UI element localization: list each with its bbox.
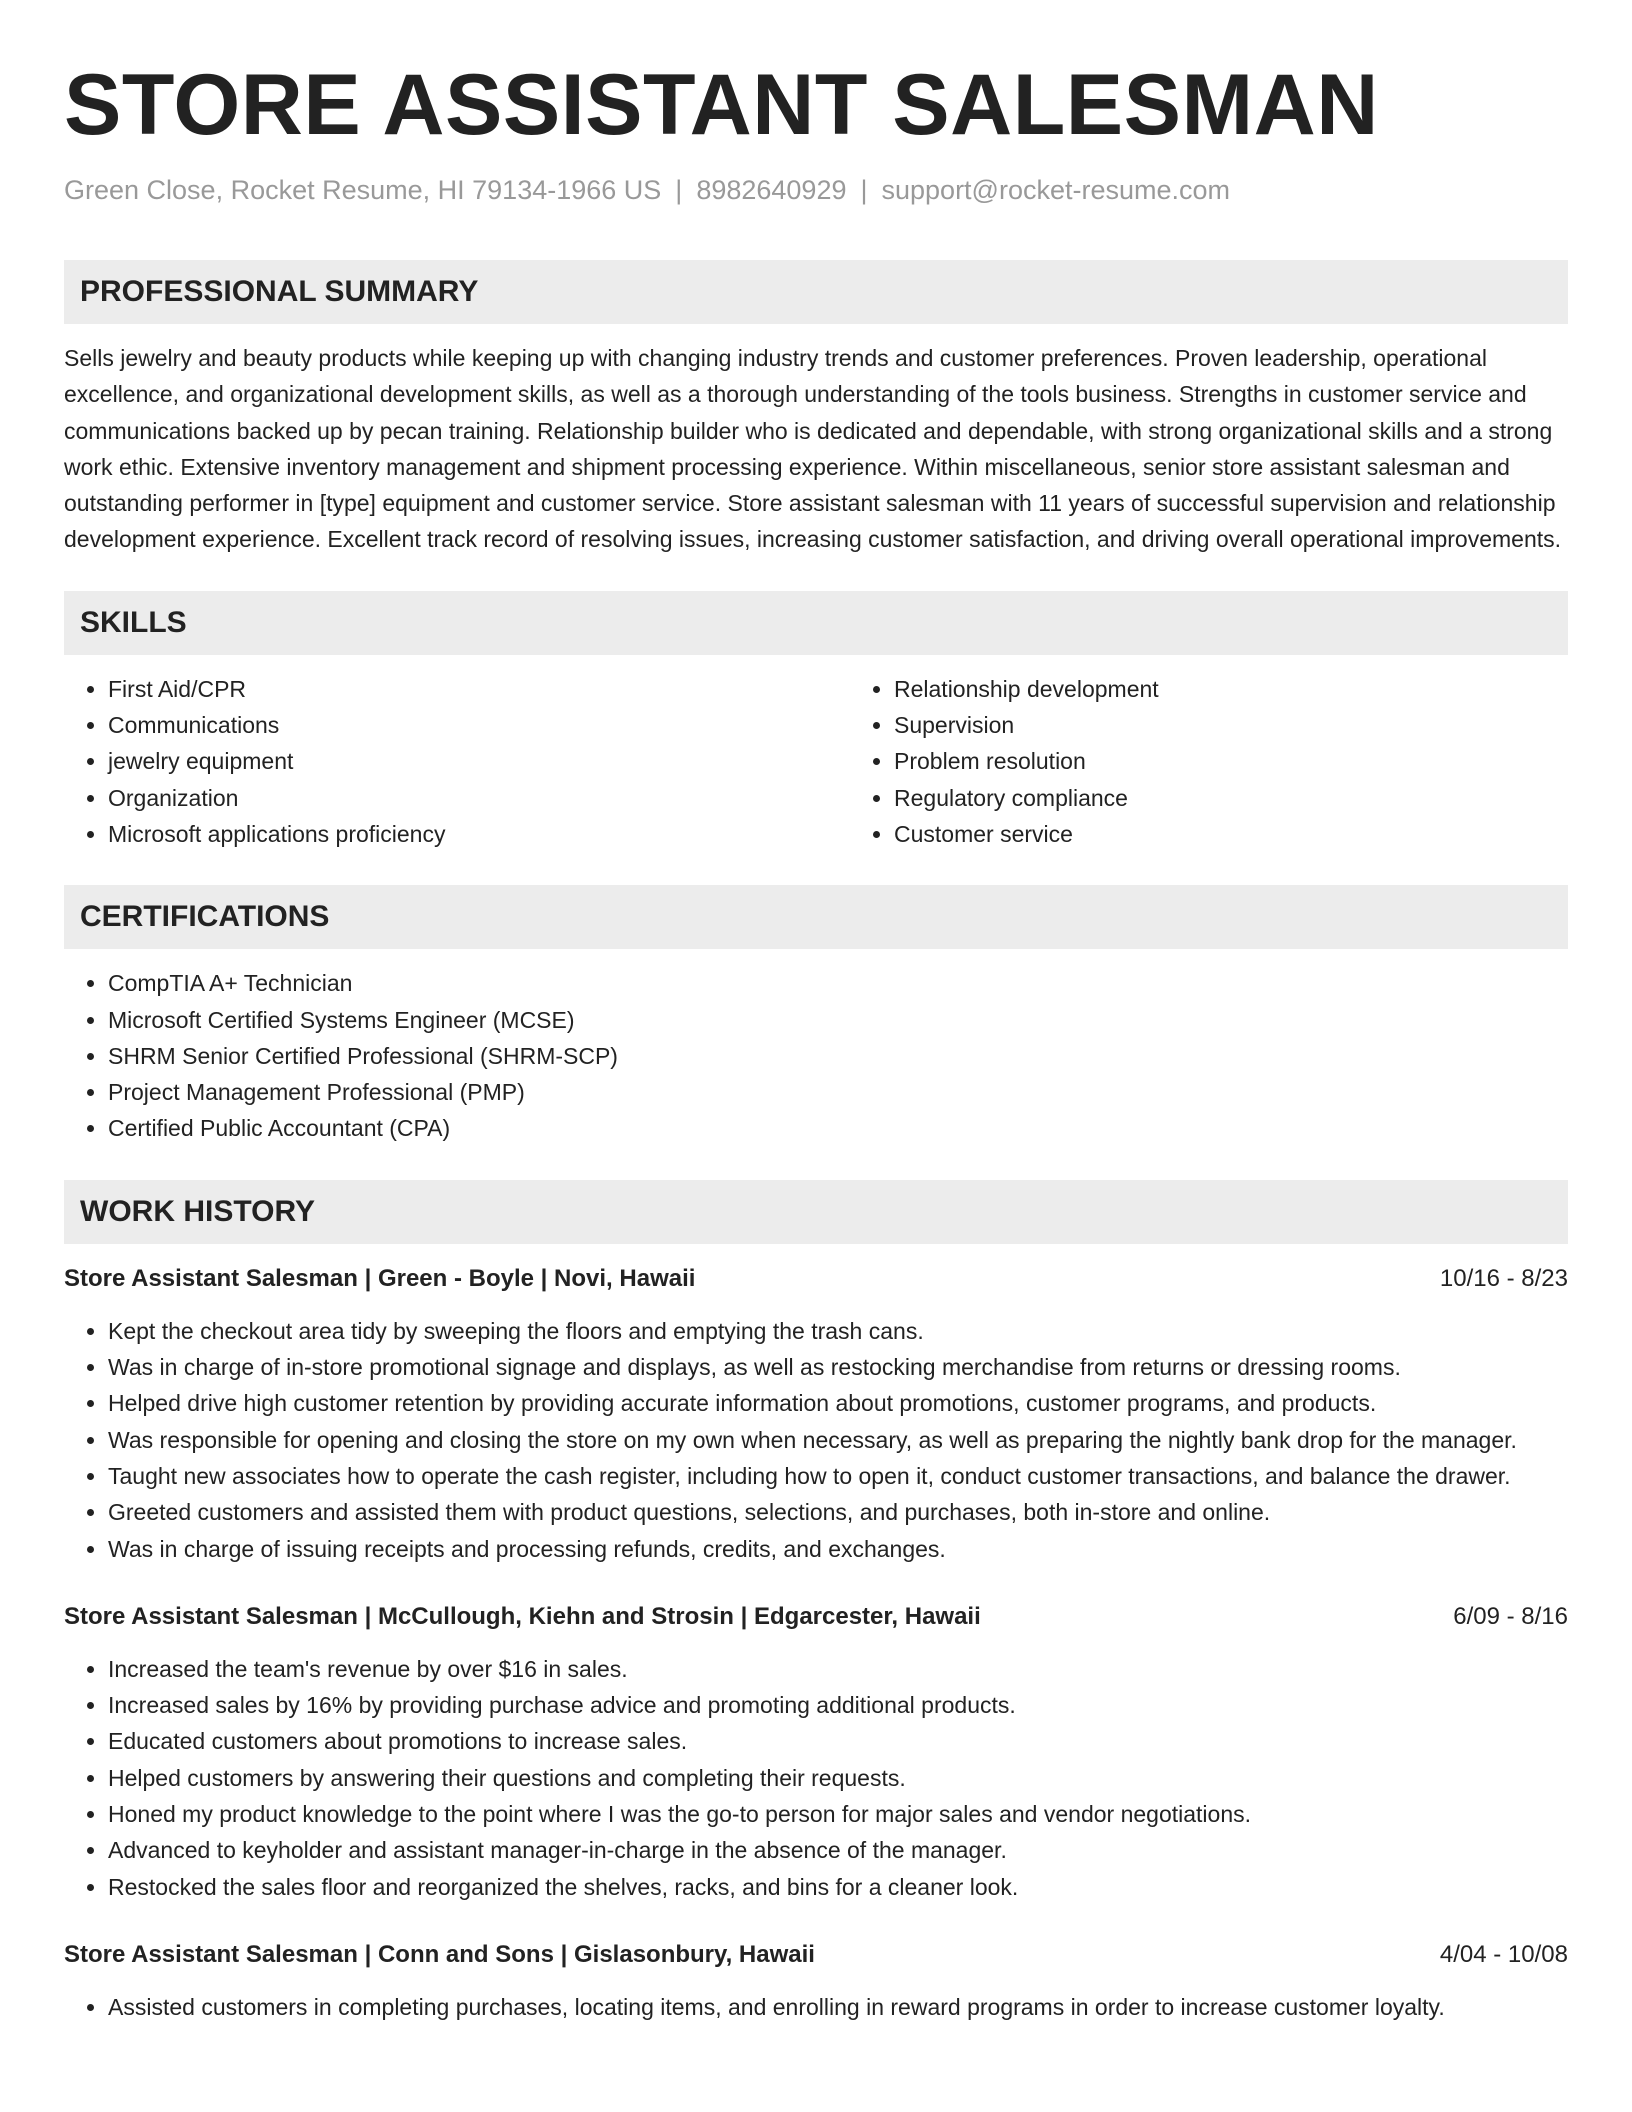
skill-item: • jewelry equipment — [108, 743, 850, 779]
job-bullet: • Increased the team's revenue by over $16 in sales. — [108, 1651, 1568, 1687]
job-bullet: • Assisted customers in completing purchases, locating items, and enrolling in reward programs in order to increase customer loyalty. — [108, 1989, 1568, 2025]
job-bullet: • Helped drive high customer retention by providing accurate information about promotions, customer programs, and products. — [108, 1385, 1568, 1421]
skills-list-right — [850, 671, 1632, 852]
job-title: Store Assistant Salesman | Green - Boyle | Novi, Hawaii — [64, 1264, 696, 1292]
job-bullet: • Helped customers by answering their questions and completing their requests. — [108, 1760, 1568, 1796]
job-bullet: • Was in charge of issuing receipts and processing refunds, credits, and exchanges. — [108, 1531, 1568, 1567]
job-entry — [64, 1937, 1568, 2025]
skill-item: • Relationship development — [894, 671, 1632, 707]
contact-phone: 8982640929 — [696, 175, 847, 205]
certifications-heading: CERTIFICATIONS — [64, 885, 1568, 949]
job-bullet: • Was responsible for opening and closing the store on my own when necessary, as well as preparing the nightly bank drop for the manager. — [108, 1422, 1568, 1458]
job-dates: 4/04 - 10/08 — [1439, 1940, 1568, 1968]
job-bullets — [64, 1989, 1568, 2025]
contact-email: support@rocket-resume.com — [881, 175, 1231, 205]
contact-separator: | — [675, 175, 683, 205]
job-bullet: • Greeted customers and assisted them with product questions, selections, and purchases, both in-store and online. — [108, 1494, 1568, 1530]
work-history-heading: WORK HISTORY — [64, 1180, 1568, 1244]
skill-item: • Microsoft applications proficiency — [108, 816, 850, 852]
job-entry — [64, 1261, 1568, 1567]
certifications-list — [64, 965, 1568, 1146]
contact-address: Green Close, Rocket Resume, HI 79134-1966 US — [64, 175, 662, 205]
job-title: Store Assistant Salesman | Conn and Sons | Gislasonbury, Hawaii — [64, 1940, 815, 1968]
contact-separator: | — [860, 175, 868, 205]
skills-grid — [64, 671, 1568, 852]
job-bullets — [64, 1313, 1568, 1567]
job-bullet: • Honed my product knowledge to the point where I was the go-to person for major sales and vendor negotiations. — [108, 1796, 1568, 1832]
job-bullet: • Restocked the sales floor and reorganized the shelves, racks, and bins for a cleaner look. — [108, 1869, 1568, 1905]
skill-item: • Problem resolution — [894, 743, 1632, 779]
summary-heading: PROFESSIONAL SUMMARY — [64, 260, 1568, 324]
skill-item: • Organization — [108, 780, 850, 816]
contact-line — [64, 172, 1568, 208]
job-bullet: • Educated customers about promotions to increase sales. — [108, 1723, 1568, 1759]
job-dates: 6/09 - 8/16 — [1453, 1602, 1568, 1630]
certification-item: • Microsoft Certified Systems Engineer (MCSE) — [108, 1002, 1568, 1038]
job-header — [64, 1599, 1568, 1635]
candidate-name: STORE ASSISTANT SALESMAN — [64, 57, 1379, 153]
certification-item: • SHRM Senior Certified Professional (SHRM-SCP) — [108, 1038, 1568, 1074]
certification-item: • Project Management Professional (PMP) — [108, 1074, 1568, 1110]
skill-item: • Supervision — [894, 707, 1632, 743]
summary-text: Sells jewelry and beauty products while keeping up with changing industry trends and customer preferences. Proven leadership, operational excellence, and organizational development skills, as well as a thorough understanding of the tools business. Strengths in customer service and communications backed up by pecan training. Relationship builder who is dedicated and dependable, with strong organizational skills and a strong work ethic. Extensive inventory management and shipment processing experience. Within miscellaneous, senior store assistant salesman and outstanding performer in [type] equipment and customer service. Store assistant salesman with 11 years of successful supervision and relationship development experience. Excellent track record of resolving issues, increasing customer satisfaction, and driving overall operational improvements. — [64, 345, 1562, 553]
job-bullet: • Taught new associates how to operate the cash register, including how to open it, conduct customer transactions, and balance the drawer. — [108, 1458, 1568, 1494]
skills-heading: SKILLS — [64, 591, 1568, 655]
job-bullet: • Increased sales by 16% by providing purchase advice and promoting additional products. — [108, 1687, 1568, 1723]
skill-item: • First Aid/CPR — [108, 671, 850, 707]
skills-list-left — [64, 671, 850, 852]
job-header — [64, 1937, 1568, 1973]
job-header — [64, 1261, 1568, 1297]
job-bullet: • Advanced to keyholder and assistant manager-in-charge in the absence of the manager. — [108, 1832, 1568, 1868]
skill-item: • Communications — [108, 707, 850, 743]
job-bullet: • Was in charge of in-store promotional signage and displays, as well as restocking merchandise from returns or dressing rooms. — [108, 1349, 1568, 1385]
job-title: Store Assistant Salesman | McCullough, Kiehn and Strosin | Edgarcester, Hawaii — [64, 1602, 981, 1630]
certification-item: • CompTIA A+ Technician — [108, 965, 1568, 1001]
job-bullet: • Kept the checkout area tidy by sweeping the floors and emptying the trash cans. — [108, 1313, 1568, 1349]
job-dates: 10/16 - 8/23 — [1439, 1264, 1568, 1292]
certification-item: • Certified Public Accountant (CPA) — [108, 1110, 1568, 1146]
skill-item: • Customer service — [894, 816, 1632, 852]
skill-item: • Regulatory compliance — [894, 780, 1632, 816]
job-bullets — [64, 1651, 1568, 1905]
job-entry — [64, 1599, 1568, 1905]
